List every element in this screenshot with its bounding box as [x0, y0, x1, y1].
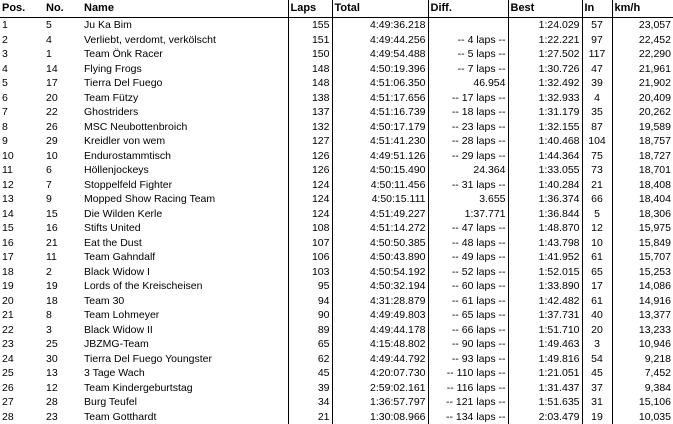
cell-in: 75: [582, 149, 612, 164]
cell-diff: 46.954: [428, 76, 508, 91]
table-row: [0, 352, 673, 367]
cell-in: 54: [582, 352, 612, 367]
cell-laps: 106: [288, 250, 332, 265]
cell-best: 1:32.155: [508, 120, 582, 135]
cell-best: 1:40.284: [508, 178, 582, 193]
cell-kmh: 19,589: [612, 120, 673, 135]
cell-name: Stoppelfeld Fighter: [82, 178, 288, 193]
cell-kmh: 13,377: [612, 308, 673, 323]
cell-total: 4:49:51.126: [332, 149, 428, 164]
cell-in: 21: [582, 178, 612, 193]
cell-kmh: 21,961: [612, 62, 673, 77]
cell-name: 3 Tage Wach: [82, 366, 288, 381]
cell-in: 12: [582, 221, 612, 236]
cell-total: 4:50:17.179: [332, 120, 428, 135]
cell-laps: 34: [288, 395, 332, 410]
cell-kmh: 14,916: [612, 294, 673, 309]
cell-pos: 5: [0, 76, 44, 91]
cell-in: 104: [582, 134, 612, 149]
table-row: [0, 62, 673, 77]
cell-laps: 21: [288, 410, 332, 424]
header-diff: Diff.: [428, 0, 508, 18]
cell-pos: 6: [0, 91, 44, 106]
header-pos: Pos.: [0, 0, 44, 18]
cell-diff: -- 28 laps --: [428, 134, 508, 149]
cell-in: 65: [582, 265, 612, 280]
cell-laps: 65: [288, 337, 332, 352]
cell-kmh: 18,757: [612, 134, 673, 149]
table-row: [0, 120, 673, 135]
cell-diff: -- 61 laps --: [428, 294, 508, 309]
cell-in: 4: [582, 91, 612, 106]
cell-no: 2: [44, 265, 82, 280]
cell-diff: -- 60 laps --: [428, 279, 508, 294]
cell-laps: 155: [288, 18, 332, 33]
cell-name: Höllenjockeys: [82, 163, 288, 178]
table-row: [0, 192, 673, 207]
cell-laps: 137: [288, 105, 332, 120]
cell-pos: 18: [0, 265, 44, 280]
cell-name: JBZMG-Team: [82, 337, 288, 352]
cell-name: Ju Ka Bim: [82, 18, 288, 33]
cell-name: Ghostriders: [82, 105, 288, 120]
table-row: [0, 33, 673, 48]
cell-in: 87: [582, 120, 612, 135]
cell-laps: 103: [288, 265, 332, 280]
cell-best: 1:36.374: [508, 192, 582, 207]
cell-pos: 25: [0, 366, 44, 381]
cell-kmh: 22,452: [612, 33, 673, 48]
cell-total: 4:49:54.488: [332, 47, 428, 62]
cell-name: Team Gotthardt: [82, 410, 288, 424]
cell-pos: 13: [0, 192, 44, 207]
cell-diff: -- 66 laps --: [428, 323, 508, 338]
cell-total: 4:20:07.730: [332, 366, 428, 381]
cell-no: 20: [44, 91, 82, 106]
cell-no: 4: [44, 33, 82, 48]
cell-best: 1:49.463: [508, 337, 582, 352]
cell-kmh: 23,057: [612, 18, 673, 33]
cell-name: Black Widow I: [82, 265, 288, 280]
cell-diff: -- 52 laps --: [428, 265, 508, 280]
cell-name: Team Önk Racer: [82, 47, 288, 62]
cell-in: 61: [582, 294, 612, 309]
cell-name: Endurostammtisch: [82, 149, 288, 164]
cell-no: 22: [44, 105, 82, 120]
cell-in: 73: [582, 163, 612, 178]
cell-kmh: 20,262: [612, 105, 673, 120]
cell-kmh: 9,218: [612, 352, 673, 367]
table-row: [0, 163, 673, 178]
cell-kmh: 18,701: [612, 163, 673, 178]
table-row: [0, 279, 673, 294]
cell-no: 29: [44, 134, 82, 149]
cell-pos: 24: [0, 352, 44, 367]
cell-in: 117: [582, 47, 612, 62]
cell-no: 17: [44, 76, 82, 91]
table-row: [0, 47, 673, 62]
cell-best: 2:03.479: [508, 410, 582, 424]
cell-kmh: 15,106: [612, 395, 673, 410]
cell-best: 1:49.816: [508, 352, 582, 367]
cell-diff: -- 90 laps --: [428, 337, 508, 352]
cell-diff: -- 121 laps --: [428, 395, 508, 410]
cell-laps: 124: [288, 207, 332, 222]
cell-no: 12: [44, 381, 82, 396]
table-row: [0, 105, 673, 120]
cell-laps: 94: [288, 294, 332, 309]
cell-best: 1:31.179: [508, 105, 582, 120]
cell-total: 4:50:15.490: [332, 163, 428, 178]
cell-total: 4:50:43.890: [332, 250, 428, 265]
cell-total: 1:30:08.966: [332, 410, 428, 424]
table-row: [0, 308, 673, 323]
cell-kmh: 10,035: [612, 410, 673, 424]
cell-pos: 14: [0, 207, 44, 222]
cell-name: Team 30: [82, 294, 288, 309]
cell-laps: 90: [288, 308, 332, 323]
table-row: [0, 294, 673, 309]
cell-pos: 27: [0, 395, 44, 410]
cell-total: 4:49:49.803: [332, 308, 428, 323]
cell-kmh: 14,086: [612, 279, 673, 294]
cell-name: Mopped Show Racing Team: [82, 192, 288, 207]
cell-best: 1:52.015: [508, 265, 582, 280]
cell-total: 4:50:15.111: [332, 192, 428, 207]
cell-best: 1:22.221: [508, 33, 582, 48]
cell-name: Die Wilden Kerle: [82, 207, 288, 222]
cell-name: Burg Teufel: [82, 395, 288, 410]
cell-name: Tierra Del Fuego Youngster: [82, 352, 288, 367]
cell-no: 11: [44, 250, 82, 265]
header-laps: Laps: [288, 0, 332, 18]
cell-pos: 11: [0, 163, 44, 178]
cell-kmh: 7,452: [612, 366, 673, 381]
header-kmh: km/h: [612, 0, 673, 18]
cell-diff: -- 17 laps --: [428, 91, 508, 106]
cell-laps: 108: [288, 221, 332, 236]
cell-best: 1:24.029: [508, 18, 582, 33]
cell-best: 1:27.502: [508, 47, 582, 62]
cell-no: 21: [44, 236, 82, 251]
cell-kmh: 18,727: [612, 149, 673, 164]
header-no: No.: [44, 0, 82, 18]
cell-total: 4:50:54.192: [332, 265, 428, 280]
cell-name: Team Fützy: [82, 91, 288, 106]
cell-no: 5: [44, 18, 82, 33]
cell-in: 3: [582, 337, 612, 352]
cell-no: 26: [44, 120, 82, 135]
cell-in: 35: [582, 105, 612, 120]
cell-laps: 95: [288, 279, 332, 294]
cell-total: 4:50:11.456: [332, 178, 428, 193]
cell-diff: -- 110 laps --: [428, 366, 508, 381]
cell-total: 4:49:44.256: [332, 33, 428, 48]
cell-best: 1:36.844: [508, 207, 582, 222]
cell-laps: 138: [288, 91, 332, 106]
cell-name: Lords of the Kreischeisen: [82, 279, 288, 294]
cell-pos: 12: [0, 178, 44, 193]
cell-no: 3: [44, 323, 82, 338]
cell-best: 1:44.364: [508, 149, 582, 164]
cell-kmh: 13,233: [612, 323, 673, 338]
cell-in: 40: [582, 308, 612, 323]
cell-total: 4:49:36.218: [332, 18, 428, 33]
cell-no: 7: [44, 178, 82, 193]
cell-kmh: 18,408: [612, 178, 673, 193]
cell-diff: -- 5 laps --: [428, 47, 508, 62]
cell-kmh: 15,975: [612, 221, 673, 236]
cell-diff: -- 23 laps --: [428, 120, 508, 135]
cell-pos: 26: [0, 381, 44, 396]
cell-name: Eat the Dust: [82, 236, 288, 251]
cell-total: 4:49:44.178: [332, 323, 428, 338]
cell-pos: 19: [0, 279, 44, 294]
header-row: [0, 0, 673, 18]
cell-no: 19: [44, 279, 82, 294]
table-row: [0, 178, 673, 193]
cell-kmh: 9,384: [612, 381, 673, 396]
cell-diff: [428, 18, 508, 33]
cell-name: Flying Frogs: [82, 62, 288, 77]
cell-laps: 124: [288, 192, 332, 207]
cell-best: 1:33.890: [508, 279, 582, 294]
cell-name: Team Lohmeyer: [82, 308, 288, 323]
cell-in: 10: [582, 236, 612, 251]
cell-pos: 7: [0, 105, 44, 120]
cell-total: 4:51:49.227: [332, 207, 428, 222]
cell-diff: -- 65 laps --: [428, 308, 508, 323]
cell-kmh: 15,707: [612, 250, 673, 265]
cell-total: 4:51:41.230: [332, 134, 428, 149]
cell-pos: 20: [0, 294, 44, 309]
cell-no: 25: [44, 337, 82, 352]
cell-pos: 17: [0, 250, 44, 265]
table-row: [0, 18, 673, 33]
cell-kmh: 10,946: [612, 337, 673, 352]
cell-no: 1: [44, 47, 82, 62]
cell-pos: 16: [0, 236, 44, 251]
cell-in: 57: [582, 18, 612, 33]
cell-diff: -- 18 laps --: [428, 105, 508, 120]
cell-no: 18: [44, 294, 82, 309]
header-name: Name: [82, 0, 288, 18]
cell-in: 97: [582, 33, 612, 48]
cell-laps: 45: [288, 366, 332, 381]
cell-kmh: 15,849: [612, 236, 673, 251]
cell-in: 17: [582, 279, 612, 294]
cell-total: 4:51:16.739: [332, 105, 428, 120]
cell-name: Kreidler von wem: [82, 134, 288, 149]
cell-no: 30: [44, 352, 82, 367]
cell-diff: -- 4 laps --: [428, 33, 508, 48]
cell-no: 14: [44, 62, 82, 77]
cell-laps: 127: [288, 134, 332, 149]
table-row: [0, 366, 673, 381]
cell-pos: 8: [0, 120, 44, 135]
table-row: [0, 221, 673, 236]
cell-pos: 22: [0, 323, 44, 338]
cell-diff: -- 49 laps --: [428, 250, 508, 265]
table-row: [0, 207, 673, 222]
table-row: [0, 91, 673, 106]
cell-pos: 3: [0, 47, 44, 62]
cell-pos: 2: [0, 33, 44, 48]
cell-diff: -- 48 laps --: [428, 236, 508, 251]
table-row: [0, 76, 673, 91]
cell-in: 47: [582, 62, 612, 77]
cell-best: 1:48.870: [508, 221, 582, 236]
cell-best: 1:32.933: [508, 91, 582, 106]
cell-best: 1:41.952: [508, 250, 582, 265]
cell-best: 1:32.492: [508, 76, 582, 91]
table-row: [0, 323, 673, 338]
cell-kmh: 20,409: [612, 91, 673, 106]
cell-in: 31: [582, 395, 612, 410]
cell-total: 4:50:19.396: [332, 62, 428, 77]
cell-total: 4:31:28.879: [332, 294, 428, 309]
cell-name: Tierra Del Fuego: [82, 76, 288, 91]
cell-pos: 15: [0, 221, 44, 236]
cell-total: 4:15:48.802: [332, 337, 428, 352]
cell-kmh: 18,404: [612, 192, 673, 207]
cell-name: Verliebt, verdomt, verkölscht: [82, 33, 288, 48]
cell-no: 28: [44, 395, 82, 410]
cell-no: 8: [44, 308, 82, 323]
cell-best: 1:21.051: [508, 366, 582, 381]
cell-name: Stifts United: [82, 221, 288, 236]
cell-laps: 62: [288, 352, 332, 367]
table-row: [0, 410, 673, 424]
cell-no: 15: [44, 207, 82, 222]
cell-total: 4:51:06.350: [332, 76, 428, 91]
cell-kmh: 22,290: [612, 47, 673, 62]
cell-pos: 4: [0, 62, 44, 77]
cell-in: 39: [582, 76, 612, 91]
cell-pos: 1: [0, 18, 44, 33]
cell-name: MSC Neubottenbroich: [82, 120, 288, 135]
table-row: [0, 265, 673, 280]
cell-laps: 151: [288, 33, 332, 48]
cell-pos: 23: [0, 337, 44, 352]
cell-in: 37: [582, 381, 612, 396]
cell-total: 4:50:50.385: [332, 236, 428, 251]
header-best: Best: [508, 0, 582, 18]
cell-total: 4:51:14.272: [332, 221, 428, 236]
cell-best: 1:51.710: [508, 323, 582, 338]
header-in: In: [582, 0, 612, 18]
cell-diff: -- 47 laps --: [428, 221, 508, 236]
cell-total: 1:36:57.797: [332, 395, 428, 410]
cell-best: 1:51.635: [508, 395, 582, 410]
cell-diff: -- 134 laps --: [428, 410, 508, 424]
cell-diff: -- 116 laps --: [428, 381, 508, 396]
cell-total: 4:51:17.656: [332, 91, 428, 106]
table-row: [0, 236, 673, 251]
cell-no: 6: [44, 163, 82, 178]
cell-no: 13: [44, 366, 82, 381]
cell-laps: 126: [288, 149, 332, 164]
cell-in: 19: [582, 410, 612, 424]
cell-laps: 148: [288, 62, 332, 77]
table-row: [0, 381, 673, 396]
cell-no: 9: [44, 192, 82, 207]
cell-best: 1:31.437: [508, 381, 582, 396]
cell-laps: 89: [288, 323, 332, 338]
cell-pos: 21: [0, 308, 44, 323]
cell-in: 20: [582, 323, 612, 338]
cell-total: 2:59:02.161: [332, 381, 428, 396]
cell-pos: 28: [0, 410, 44, 424]
cell-diff: 24.364: [428, 163, 508, 178]
cell-laps: 39: [288, 381, 332, 396]
cell-no: 16: [44, 221, 82, 236]
table-row: [0, 149, 673, 164]
cell-best: 1:40.468: [508, 134, 582, 149]
cell-best: 1:37.731: [508, 308, 582, 323]
table-row: [0, 337, 673, 352]
cell-laps: 124: [288, 178, 332, 193]
cell-name: Black Widow II: [82, 323, 288, 338]
cell-in: 45: [582, 366, 612, 381]
cell-laps: 126: [288, 163, 332, 178]
cell-in: 66: [582, 192, 612, 207]
cell-laps: 107: [288, 236, 332, 251]
cell-kmh: 18,306: [612, 207, 673, 222]
cell-best: 1:30.726: [508, 62, 582, 77]
table-row: [0, 395, 673, 410]
cell-diff: -- 31 laps --: [428, 178, 508, 193]
cell-name: Team Kindergeburtstag: [82, 381, 288, 396]
cell-total: 4:50:32.194: [332, 279, 428, 294]
cell-total: 4:49:44.792: [332, 352, 428, 367]
cell-laps: 132: [288, 120, 332, 135]
cell-laps: 148: [288, 76, 332, 91]
cell-no: 10: [44, 149, 82, 164]
cell-diff: 3.655: [428, 192, 508, 207]
cell-diff: -- 29 laps --: [428, 149, 508, 164]
cell-best: 1:43.798: [508, 236, 582, 251]
cell-in: 61: [582, 250, 612, 265]
cell-laps: 150: [288, 47, 332, 62]
cell-pos: 10: [0, 149, 44, 164]
table-row: [0, 134, 673, 149]
cell-kmh: 15,253: [612, 265, 673, 280]
cell-in: 5: [582, 207, 612, 222]
cell-diff: 1:37.771: [428, 207, 508, 222]
cell-diff: -- 7 laps --: [428, 62, 508, 77]
cell-best: 1:42.482: [508, 294, 582, 309]
cell-name: Team Gahndalf: [82, 250, 288, 265]
table-row: [0, 250, 673, 265]
header-total: Total: [332, 0, 428, 18]
cell-kmh: 21,902: [612, 76, 673, 91]
cell-no: 23: [44, 410, 82, 424]
cell-best: 1:33.055: [508, 163, 582, 178]
cell-pos: 9: [0, 134, 44, 149]
cell-diff: -- 93 laps --: [428, 352, 508, 367]
